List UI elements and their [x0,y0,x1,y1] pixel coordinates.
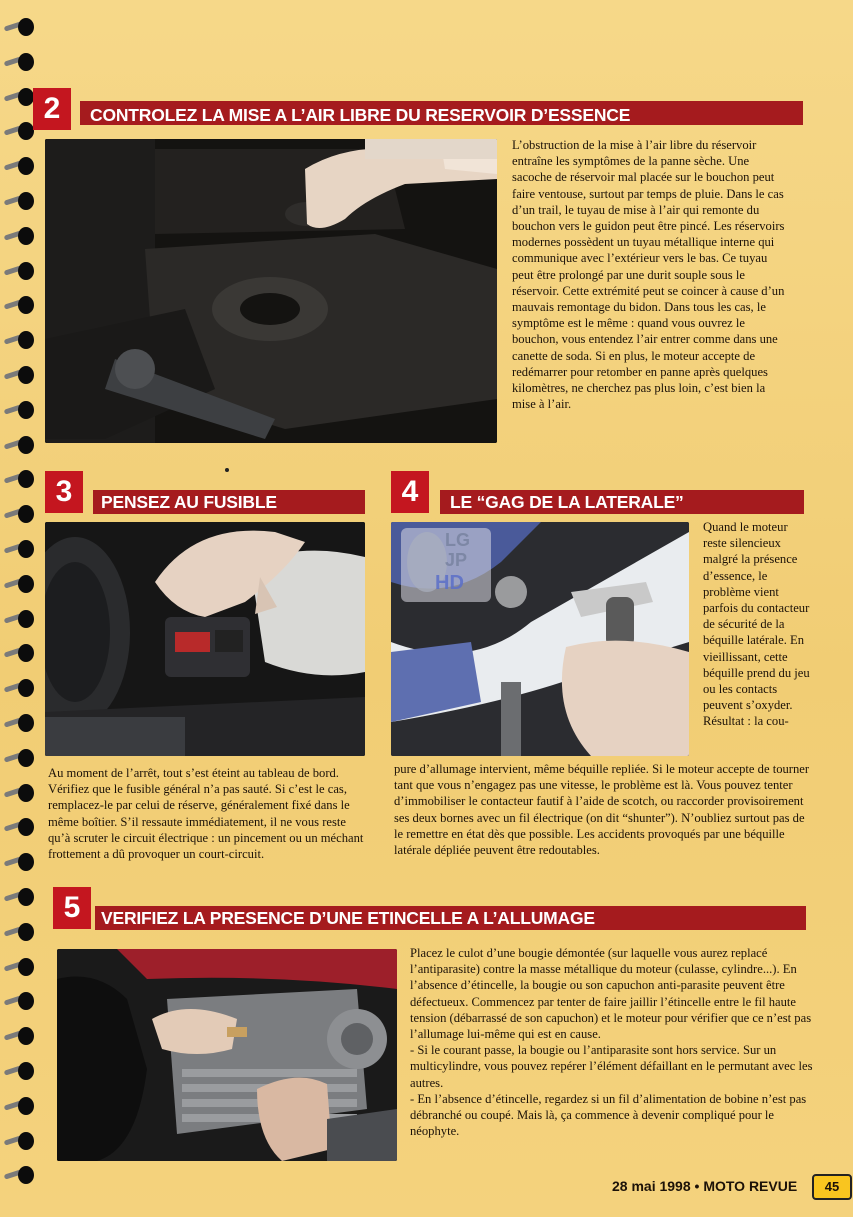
binding-ring [4,366,34,386]
watermark-text-3: HD [435,572,464,594]
section-4-side-text: Quand le moteur reste silencieux malgré la présence d’essence, le problème vient parfois du contacteur de sécurité de la béquille latérale. En vieillissant, cette béquille prend du jeu ou les contacts peuvent s’oxyder. Résultat : la cou- [703,520,810,729]
step-number-4: 4 [391,471,429,513]
binding-ring [4,992,34,1012]
binding-ring [4,784,34,804]
footer-bullet: • [694,1178,700,1194]
watermark-text-2: JP [445,550,468,570]
binding-ring [4,610,34,630]
photo-spark-plug-test [57,949,397,1161]
binding-ring [4,679,34,699]
section-4-bottom-text: pure d’allumage intervient, même béquille repliée. Si le moteur accepte de tourner tant que vous n’engagez pas une vitesse, le problème est là. Vous pouvez tenter d’immobiliser le contacteur fautif à l’aide de scotch, ou raccorder provisoirement ses deux bornes avec un fil électrique (on dit “shunter”). N’oubliez surtout pas de le remettre en état dès que possible. Les accidents provoqués par une béquille latérale dépliée peuvent être redoutables. [394,762,810,858]
binding-ring [4,853,34,873]
photo-tank-vent [45,139,497,443]
photo-fuse-box [45,522,365,756]
magazine-name: MOTO REVUE [703,1178,798,1194]
binding-ring [4,644,34,664]
binding-ring [4,923,34,943]
spiral-binding [0,18,40,1208]
binding-ring [4,157,34,177]
binding-ring [4,296,34,316]
section-2-title: CONTROLEZ LA MISE A L’AIR LIBRE DU RESERVOIR D’ESSENCE [90,105,631,125]
binding-ring [4,888,34,908]
section-5-intro: Placez le culot d’une bougie démontée (sur laquelle vous aurez replacé l’antiparasite) contre la masse métallique du moteur (culasse, cylindre...). En l’absence d’étincelle, la bougie ou son capuchon anti-parasite peuvent être défectueux. Commencez par tenter de faire jaillir l’étincelle entre le fil haute tension (débarrassé de son capuchon) et le moteur pour vérifier que ce n’est pas l’allumage lui-même qui est en cause. [410,946,812,1042]
section-5-title: VERIFIEZ LA PRESENCE D’UNE ETINCELLE A L’ALLUMAGE [101,908,595,928]
binding-ring [4,1097,34,1117]
binding-ring [4,575,34,595]
binding-ring [4,227,34,247]
section-3-title: PENSEZ AU FUSIBLE [101,492,277,512]
binding-ring [4,1062,34,1082]
section-5-item-1: - Si le courant passe, la bougie ou l’antiparasite sont hors service. Sur un multicylindre, vous pouvez repérer l’élément défaillant en le permutant avec les autres. [410,1043,813,1090]
binding-ring [4,122,34,142]
binding-ring [4,53,34,73]
binding-ring [4,88,34,108]
binding-ring [4,18,34,38]
photo-side-stand [391,522,689,756]
watermark-logo [401,528,491,602]
binding-ring [4,436,34,456]
binding-ring [4,958,34,978]
section-4-title: LE “GAG DE LA LATERALE” [450,492,684,512]
binding-ring [4,1132,34,1152]
section-5-body [410,945,815,1139]
binding-ring [4,401,34,421]
section-2-body: L’obstruction de la mise à l’air libre du réservoir entraîne les symptômes de la panne sèche. Une sacoche de réservoir mal placée sur le bouchon peut faire ventouse, surtout par temps de pluie. Dans le cas d’un trail, le tuyau de mise à l’air qui remonte du bouchon vers le guidon peut être pincé. Les réservoirs modernes possèdent un tuyau métallique interne qui communique avec l’extérieur vers le bas. Ce tuyau peut être prolongé par une durit souple sous le réservoir. Cette extrémité peut se coincer à cause d’un mauvais remontage du bidon. Dans tous les cas, le symptôme est le même : quand vous ouvrez le bouchon, vous entendez l’air entrer comme dans une canette de soda. Si en plus, le moteur accepte de redémarrer pour retomber en panne après quelques kilomètres, ne cherchez pas plus loin, c’est bien la mise à l’air. [512,138,785,412]
watermark-text-1: LG [445,530,470,550]
binding-ring [4,505,34,525]
issue-date: 28 mai 1998 [612,1178,691,1194]
section-3-body: Au moment de l’arrêt, tout s’est éteint au tableau de bord. Vérifiez que le fusible général n’a pas sauté. Si c’est le cas, remplacez-le par celui de réserve, généralement fixé dans le même boîtier. S’il ressaute immédiatement, il ne vous reste qu’à scruter le circuit électrique : un pincement ou un méchant frottement a dû provoquer un court-circuit. [48,766,364,862]
binding-ring [4,331,34,351]
page-footer [612,1178,797,1194]
binding-ring [4,1027,34,1047]
binding-ring [4,470,34,490]
binding-ring [4,262,34,282]
binding-ring [4,192,34,212]
binding-ring [4,749,34,769]
section-5-item-2: - En l’absence d’étincelle, regardez si un fil d’alimentation de bobine n’est pas débranché ou coupé. Mais là, ça commence à devenir compliqué pour le néophyte. [410,1091,807,1139]
binding-ring [4,1166,34,1186]
page-number: 45 [812,1174,852,1200]
step-number-5: 5 [53,887,91,929]
binding-ring [4,714,34,734]
step-number-3: 3 [45,471,83,513]
binding-ring [4,818,34,838]
dot-mark [225,468,229,472]
binding-ring [4,540,34,560]
step-number-2: 2 [33,88,71,130]
